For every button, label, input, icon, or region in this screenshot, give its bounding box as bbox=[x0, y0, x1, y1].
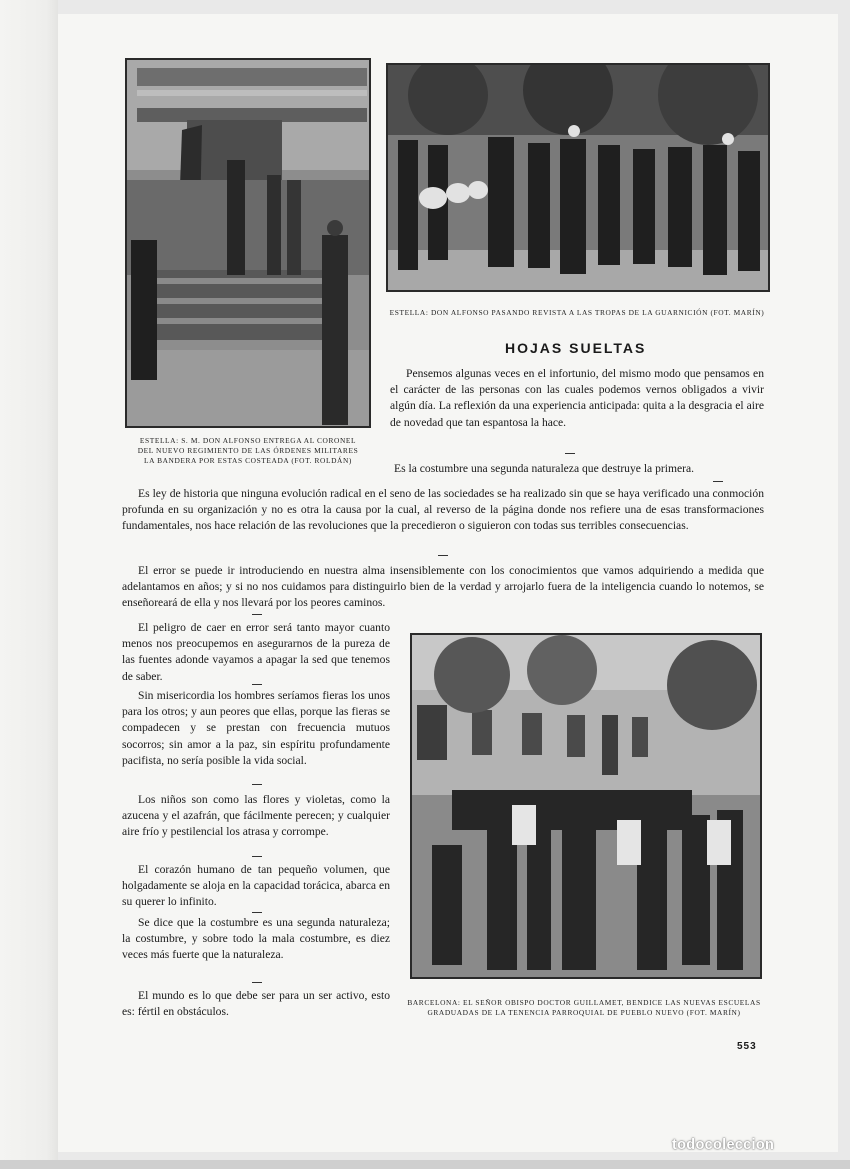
paragraph: Es la costumbre una segunda naturaleza que destruye la primera. bbox=[394, 462, 695, 475]
paragraph: Es ley de historia que ninguna evolución radical en el seno de las sociedades se ha realizado sin que se haya verificado una conmoción profunda en su organización y no es otra la causa por la cual, al reverso de la página donde nos refiere una de esas transformaciones fundamentales, nos hace relación de las revoluciones que la precedieron o siguieron con todas sus terribles consecuencias. bbox=[122, 487, 764, 533]
separator bbox=[565, 453, 575, 454]
paragraph: El error se puede ir introduciendo en nuestra alma insensiblemente con los conocimientos que vamos adquiriendo a medida que adelantamos en años; y si no nos cuidamos para distinguirlo bien de la verdad y arrojarlo fuera de la inteligencia cuando lo notemos, se enseñoreará de ella y nos llevará por los peores caminos. bbox=[122, 564, 764, 610]
watermark: todocoleccion bbox=[672, 1137, 775, 1153]
separator bbox=[252, 684, 262, 685]
paragraph: Pensemos algunas veces en el infortunio, del mismo modo que pensamos en el carácter de las personas con las cuales podemos vernos obligados a vivir algún día. La reflexión da una experiencia anticipada: quita a la desgracia el aire de novedad que tan espantosa la hace. bbox=[390, 367, 764, 429]
caption-barcelona-schools: BARCELONA: EL SEÑOR OBISPO DOCTOR GUILLAMET, BENDICE LAS NUEVAS ESCUELAS GRADUADAS DE LA TENENCIA PARROQUIAL DE PUEBLO NUEVO (FOT. MARÍN) bbox=[407, 998, 761, 1017]
paragraph: Los niños son como las flores y violetas, como la azucena y el azafrán, que fácilmente perecen; y cualquier aire frío y pestilencial los atrasa y corrompe. bbox=[122, 793, 390, 839]
caption-estella-review: ESTELLA: DON ALFONSO PASANDO REVISTA A LAS TROPAS DE LA GUARNICIÓN (FOT. MARÍN) bbox=[389, 308, 765, 317]
paragraph: Se dice que la costumbre es una segunda naturaleza; la costumbre, y sobre todo la mala costumbre, es diez veces más fuerte que la naturaleza. bbox=[122, 916, 390, 962]
paragraph: El peligro de caer en error será tanto mayor cuanto menos nos preocupemos en asegurarnos de la pureza de las fuentes adonde vayamos a apagar la sed que tenemos de saber. bbox=[122, 621, 390, 683]
paragraph: El corazón humano de tan pequeño volumen, que holgadamente se aloja en la capacidad torácica, abarca en su querer lo infinito. bbox=[122, 863, 390, 909]
paragraph: Sin misericordia los hombres seríamos fieras los unos para los otros; y aun peores que ellas, porque las fieras se compadecen y se prestan con frecuencia mutuos socorros; sin amor a la paz, sin espíritu profundamente pacifista, no sería posible la vida social. bbox=[122, 689, 390, 767]
separator bbox=[252, 614, 262, 615]
separator bbox=[713, 481, 723, 482]
paragraph: El mundo es lo que debe ser para un ser activo, esto es: fértil en obstáculos. bbox=[122, 989, 390, 1019]
page-number: 553 bbox=[737, 1041, 757, 1052]
sheet-edge bbox=[0, 0, 58, 1169]
separator bbox=[438, 555, 448, 556]
photo-estella-flag bbox=[125, 58, 371, 428]
separator bbox=[252, 856, 262, 857]
bottom-strip bbox=[0, 1160, 850, 1169]
separator bbox=[252, 912, 262, 913]
separator bbox=[252, 982, 262, 983]
photo-barcelona-schools bbox=[410, 633, 762, 979]
photo-estella-review bbox=[386, 63, 770, 292]
article-title: HOJAS SUELTAS bbox=[505, 340, 647, 356]
separator bbox=[252, 784, 262, 785]
caption-estella-flag: ESTELLA: S. M. DON ALFONSO ENTREGA AL CORONEL DEL NUEVO REGIMIENTO DE LAS ÓRDENES MILITARES LA BANDERA POR ESTAS COSTEADA (FOT. ROLDÁN) bbox=[137, 436, 359, 465]
